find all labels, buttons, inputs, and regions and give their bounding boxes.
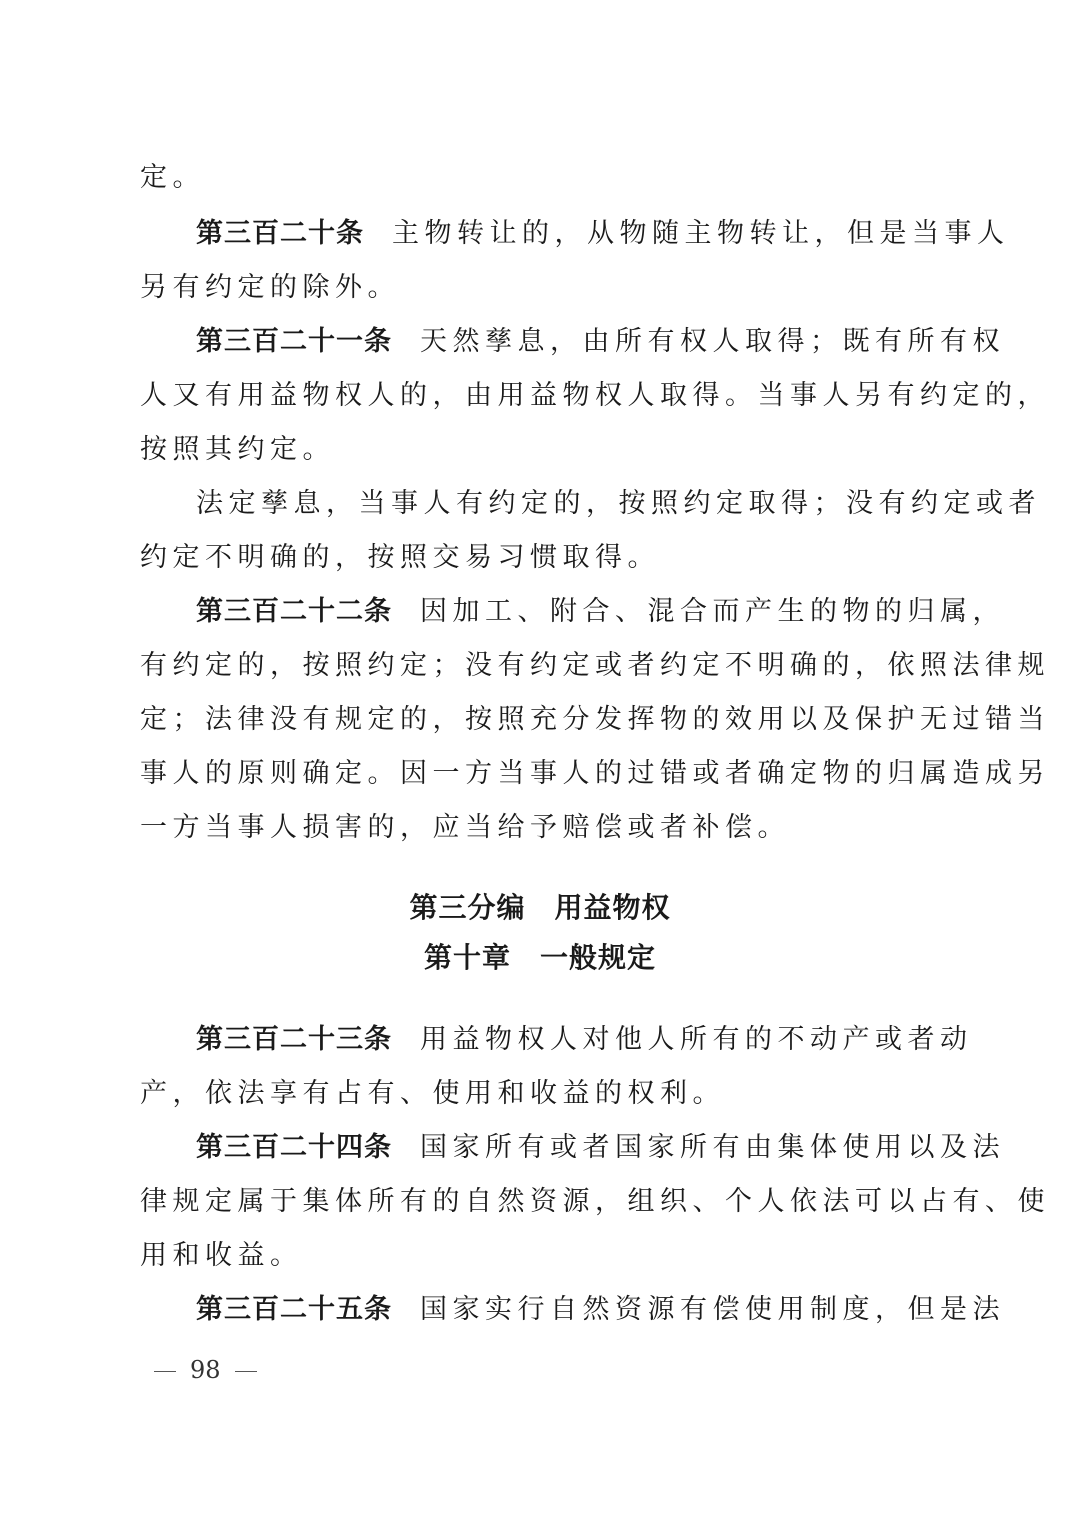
text-line: 人又有用益物权人的，由用益物权人取得。当事人另有约定的， bbox=[140, 380, 1050, 411]
article-title: 第三百二十三条 bbox=[196, 1024, 392, 1055]
text-line: 产，依法享有占有、使用和收益的权利。 bbox=[140, 1078, 725, 1109]
article-title: 第三百二十四条 bbox=[196, 1132, 392, 1163]
footer-dash-right bbox=[235, 1371, 257, 1372]
article-321 bbox=[196, 322, 1005, 362]
article-title: 第三百二十二条 bbox=[196, 596, 392, 627]
article-323 bbox=[196, 1020, 973, 1060]
article-title: 第三百二十五条 bbox=[196, 1294, 392, 1325]
article-text: 主物转让的，从物随主物转让，但是当事人 bbox=[392, 218, 1010, 249]
text-line: 定。 bbox=[140, 162, 205, 193]
article-320 bbox=[196, 214, 1010, 254]
text-line: 法定孳息，当事人有约定的，按照约定取得；没有约定或者 bbox=[196, 488, 1041, 519]
article-text: 国家所有或者国家所有由集体使用以及法 bbox=[420, 1132, 1005, 1163]
footer-dash-left bbox=[154, 1371, 176, 1372]
article-text: 天然孳息，由所有权人取得；既有所有权 bbox=[420, 326, 1005, 357]
text-line: 按照其约定。 bbox=[140, 434, 335, 465]
article-325 bbox=[196, 1290, 1005, 1330]
text-line: 一方当事人损害的，应当给予赔偿或者补偿。 bbox=[140, 812, 790, 843]
text-line: 另有约定的除外。 bbox=[140, 272, 400, 303]
article-title: 第三百二十条 bbox=[196, 218, 364, 249]
text-line: 用和收益。 bbox=[140, 1240, 303, 1271]
article-324 bbox=[196, 1128, 1005, 1168]
article-text: 用益物权人对他人所有的不动产或者动 bbox=[420, 1024, 973, 1055]
article-title: 第三百二十一条 bbox=[196, 326, 392, 357]
text-line: 律规定属于集体所有的自然资源，组织、个人依法可以占有、使 bbox=[140, 1186, 1050, 1217]
chapter-heading: 第十章 一般规定 bbox=[423, 941, 656, 974]
article-text: 国家实行自然资源有偿使用制度，但是法 bbox=[420, 1294, 1005, 1325]
article-text: 因加工、附合、混合而产生的物的归属， bbox=[420, 596, 1005, 627]
text-line: 有约定的，按照约定；没有约定或者约定不明确的，依照法律规 bbox=[140, 650, 1050, 681]
text-line: 定；法律没有规定的，按照充分发挥物的效用以及保护无过错当 bbox=[140, 704, 1050, 735]
part-heading: 第三分编 用益物权 bbox=[409, 891, 671, 924]
article-322 bbox=[196, 592, 1005, 632]
text-line: 约定不明确的，按照交易习惯取得。 bbox=[140, 542, 660, 573]
text-line: 事人的原则确定。因一方当事人的过错或者确定物的归属造成另 bbox=[140, 758, 1050, 789]
page-footer bbox=[140, 1352, 271, 1388]
page-number: 98 bbox=[190, 1356, 221, 1384]
